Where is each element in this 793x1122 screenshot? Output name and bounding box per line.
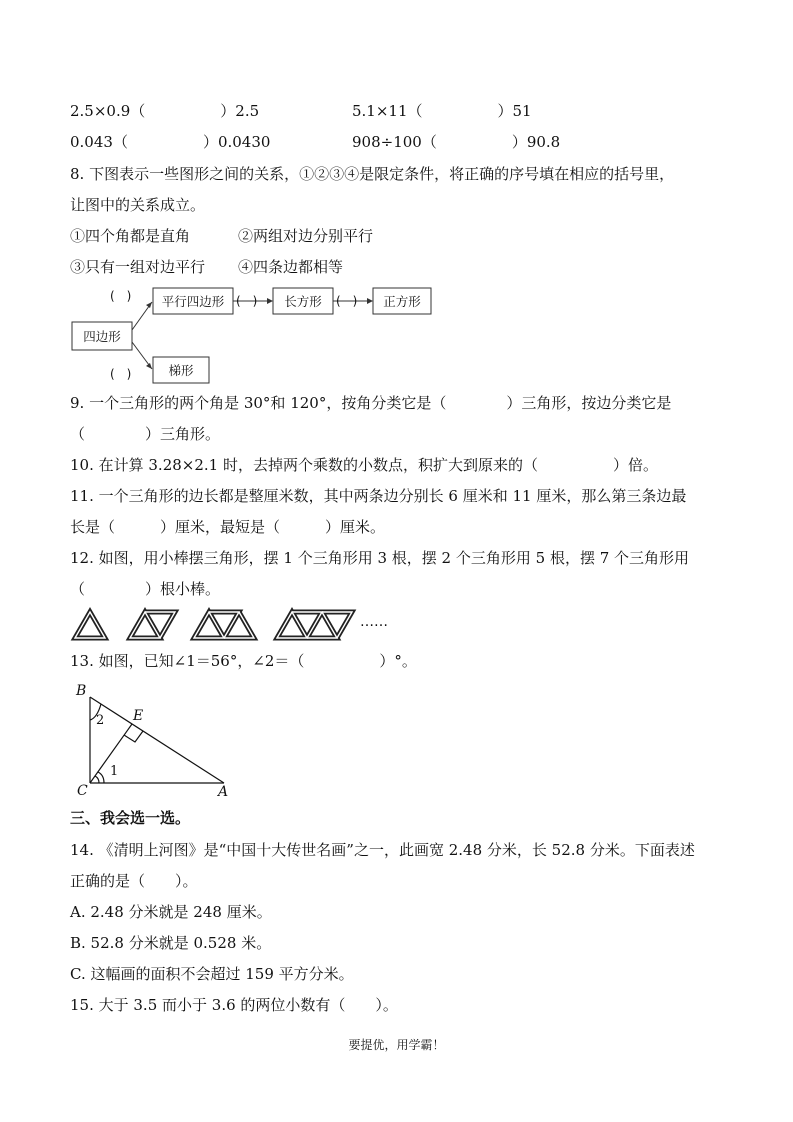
q12-text-line2: （ ）根小棒。 [70,580,221,598]
page-footer-slogan: 要提优，用学霸！ [348,1038,445,1052]
q10-text: 10. 在计算 3.28×2.1 时，去掉两个乘数的小数点，积扩大到原来的（ ）倍。 [70,456,658,474]
right-angle-mark [124,731,143,742]
blank-to-square: ( ) [336,294,358,308]
q8-condition-2: ②两组对边分别平行 [238,227,374,245]
q13-text: 13. 如图，已知∠1＝56°，∠2＝（ ）°。 [70,652,417,670]
blank-to-trapezoid: ( ) [110,367,132,381]
q7-compare-1: 2.5×0.9（ ）2.5 [70,102,260,120]
vertex-B-label: B [76,683,87,699]
blank-to-rectangle: ( ) [236,294,258,308]
q8-text-line2: 让图中的关系成立。 [70,196,206,214]
label-rectangle: 长方形 [284,294,322,309]
q7-compare-2: 5.1×11（ ）51 [352,102,532,120]
q14-option-c: C. 这幅画的面积不会超过 159 平方分米。 [70,965,354,983]
q9-text-line1: 9. 一个三角形的两个角是 30°和 120°，按角分类它是（ ）三角形，按边分类它是 [70,394,672,412]
q14-option-b: B. 52.8 分米就是 0.528 米。 [70,934,272,952]
angle-1-label: 1 [110,764,119,779]
label-quadrilateral: 四边形 [83,329,121,344]
q11-text-line1: 11. 一个三角形的边长都是整厘米数，其中两条边分别长 6 厘米和 11 厘米，那么第三条边最 [70,487,687,505]
q12-text-line1: 12. 如图，用小棒摆三角形，摆 1 个三角形用 3 根，摆 2 个三角形用 5 根，摆 7 个三角形用 [70,549,690,567]
q8-condition-3: ③只有一组对边平行 [70,258,206,276]
q8-condition-4: ④四条边都相等 [238,258,344,276]
pattern-ellipsis: …… [360,614,388,630]
blank-to-parallelogram: ( ) [110,289,132,303]
q15-text: 15. 大于 3.5 而小于 3.6 的两位小数有（ ）。 [70,996,398,1014]
label-square: 正方形 [383,294,421,309]
vertex-E-label: E [133,708,144,724]
section-3-heading: 三、我会选一选。 [70,809,191,827]
q14-text-line2: 正确的是（ ）。 [70,872,198,890]
q14-text-line1: 14. 《清明上河图》是“中国十大传世名画”之一，此画宽 2.48 分米，长 52.8 分米。下面表述 [70,841,695,859]
q7-compare-3: 0.043（ ）0.0430 [70,133,271,151]
q11-text-line2: 长是（ ）厘米，最短是（ ）厘米。 [70,518,386,536]
label-parallelogram: 平行四边形 [161,294,225,309]
angle-2-label: 2 [96,713,105,728]
q14-option-a: A. 2.48 分米就是 248 厘米。 [70,903,272,921]
q8-text-line1: 8. 下图表示一些图形之间的关系，①②③④是限定条件，将正确的序号填在相应的括号里， [70,165,675,183]
q8-condition-1: ①四个角都是直角 [70,227,191,245]
q7-compare-4: 908÷100（ ）90.8 [352,133,561,151]
q9-text-line2: （ ）三角形。 [70,425,221,443]
angle-1-arc-inner [95,776,99,783]
vertex-C-label: C [77,783,88,799]
label-trapezoid: 梯形 [168,363,194,378]
vertex-A-label: A [218,784,229,800]
